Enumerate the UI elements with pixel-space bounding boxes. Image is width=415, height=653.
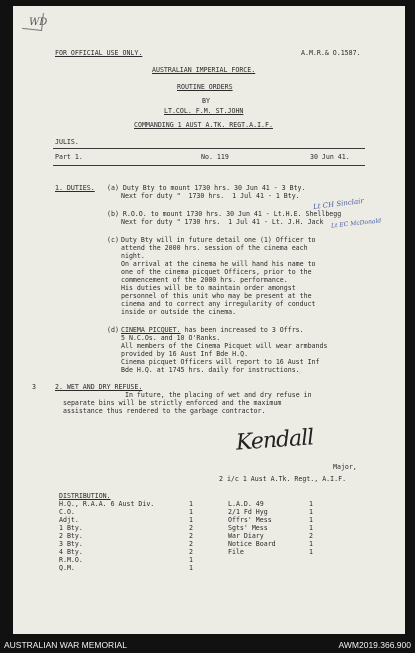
distribution-recipient: Q.M. xyxy=(59,564,75,572)
order-number: No. 119 xyxy=(201,153,229,161)
distribution-copies: 1 xyxy=(309,524,313,532)
footer-credit: AUSTRALIAN WAR MEMORIAL xyxy=(4,640,127,650)
distribution-recipient: Offrs' Mess xyxy=(228,516,272,524)
distribution-copies: 1 xyxy=(309,540,313,548)
duty-a-line-1: (a) Duty Bty to mount 1730 hrs. 30 Jun 41 - 3 Bty. xyxy=(107,184,306,192)
distribution-recipient: L.A.D. 49 xyxy=(228,500,264,508)
refuse-line: separate bins will be strictly enforced and the maximum xyxy=(63,399,282,407)
duty-d-first-rest: has been increased to 3 Offrs. xyxy=(180,326,304,334)
refuse-line: In future, the placing of wet and dry refuse in xyxy=(125,391,312,399)
document-page xyxy=(13,6,405,634)
footer-accession: AWM2019.366.900 xyxy=(338,640,411,650)
rule-bottom xyxy=(53,165,365,166)
distribution-recipient: Adjt. xyxy=(59,516,79,524)
rule-top xyxy=(53,148,365,149)
signature: Kendall xyxy=(235,425,315,456)
duty-c-line: personnel of this unit who may be present at the xyxy=(121,292,312,300)
duty-d-line: 5 N.C.Os. and 10 O'Ranks. xyxy=(121,334,221,342)
commanding-officer: LT.COL. F.M. ST.JOHN xyxy=(164,107,244,115)
refuse-line: assistance thus rendered to the garbage contractor. xyxy=(63,407,266,415)
org-heading: AUSTRALIAN IMPERIAL FORCE. xyxy=(152,66,256,74)
duty-c-line: On arrival at the cinema he will hand his name to xyxy=(121,260,316,268)
duty-b-line-2: Next for duty " 1730 hrs. 1 Jul 41 - Lt. J.H. Jack xyxy=(121,218,324,226)
handwritten-note-1: Lt CH Sinclair xyxy=(312,196,365,212)
duty-d-first-line xyxy=(121,326,304,334)
distribution-copies: 1 xyxy=(189,508,193,516)
distribution-recipient: 3 Bty. xyxy=(59,540,83,548)
distribution-copies: 2 xyxy=(189,540,193,548)
distribution-recipient: 2 Bty. xyxy=(59,532,83,540)
duty-c-line: Duty Bty will in future detail one (1) Officer to xyxy=(121,236,316,244)
distribution-recipient: 4 Bty. xyxy=(59,548,83,556)
duty-c-line: one of the cinema picquet Officers, prior to the xyxy=(121,268,312,276)
duty-b-line-1: (b) R.O.O. to mount 1730 hrs. 30 Jun 41 - Lt.H.E. Shellbegg xyxy=(107,210,342,218)
security-marking: FOR OFFICIAL USE ONLY. xyxy=(55,49,143,57)
location: JULIS. xyxy=(55,138,79,146)
distribution-recipient: H.Q., R.A.A. 6 Aust Div. xyxy=(59,500,155,508)
distribution-recipient: Sgts' Mess xyxy=(228,524,268,532)
duty-d-line: All members of the Cinema Picquet will wear armbands xyxy=(121,342,328,350)
duty-c-line: inside or outside the cinema. xyxy=(121,308,237,316)
duty-d-line: Bde H.Q. at 1745 hrs. daily for instructions. xyxy=(121,366,300,374)
footer-bar xyxy=(0,636,415,653)
distribution-copies: 1 xyxy=(309,500,313,508)
distribution-heading: DISTRIBUTION. xyxy=(59,492,111,500)
by-line: BY xyxy=(202,97,210,105)
duty-a-line-2: Next for duty " 1730 hrs. 1 Jul 41 - 1 Bty. xyxy=(121,192,300,200)
distribution-copies: 1 xyxy=(309,508,313,516)
distribution-recipient: 2/1 Fd Hyg xyxy=(228,508,268,516)
handwritten-note-2: Lt EC McDonald xyxy=(330,217,382,230)
duty-c-label: (c) xyxy=(107,236,119,244)
signature-unit: 2 i/c 1 Aust A.Tk. Regt., A.I.F. xyxy=(219,475,347,483)
distribution-copies: 1 xyxy=(189,516,193,524)
distribution-copies: 2 xyxy=(189,548,193,556)
distribution-recipient: 1 Bty. xyxy=(59,524,83,532)
distribution-copies: 1 xyxy=(189,500,193,508)
distribution-copies: 1 xyxy=(189,556,193,564)
duty-c-line: night. xyxy=(121,252,145,260)
distribution-recipient: Notice Board xyxy=(228,540,276,548)
distribution-copies: 1 xyxy=(189,564,193,572)
distribution-recipient: C.O. xyxy=(59,508,75,516)
document-title: ROUTINE ORDERS xyxy=(177,83,233,91)
pencil-initials: WD xyxy=(29,17,48,28)
duty-c-line: attend the 2000 hrs. session of the cinema each xyxy=(121,244,308,252)
distribution-copies: 2 xyxy=(189,532,193,540)
duty-c-line: His duties will be to maintain order amongst xyxy=(121,284,296,292)
distribution-copies: 2 xyxy=(189,524,193,532)
duty-d-line: Cinema picquet Officers will report to 16 Aust Inf xyxy=(121,358,320,366)
duty-c-line: cinema and to correct any irregularity of conduct xyxy=(121,300,316,308)
distribution-recipient: War Diary xyxy=(228,532,264,540)
distribution-recipient: R.M.O. xyxy=(59,556,83,564)
unit-heading: COMMANDING 1 AUST A.TK. REGT.A.I.F. xyxy=(134,121,273,129)
distribution-copies: 2 xyxy=(309,532,313,540)
cinema-picquet-heading: CINEMA PICQUET. xyxy=(121,326,181,334)
duty-c-line: commencement of the 2000 hrs. performance. xyxy=(121,276,288,284)
duty-d-line: provided by 16 Aust Inf Bde H.Q. xyxy=(121,350,249,358)
distribution-copies: 1 xyxy=(309,548,313,556)
distribution-copies: 1 xyxy=(309,516,313,524)
distribution-recipient: File xyxy=(228,548,244,556)
signature-rank: Major, xyxy=(333,463,357,471)
part-label: Part 1. xyxy=(55,153,83,161)
form-number: A.M.R.& O.1587. xyxy=(301,49,361,57)
duty-d-label: (d) xyxy=(107,326,119,334)
margin-mark: 3 xyxy=(32,383,36,391)
order-date: 30 Jun 41. xyxy=(310,153,350,161)
section-refuse-heading: 2. WET AND DRY REFUSE. xyxy=(55,383,143,391)
section-duties-heading: 1. DUTIES. xyxy=(55,184,95,192)
